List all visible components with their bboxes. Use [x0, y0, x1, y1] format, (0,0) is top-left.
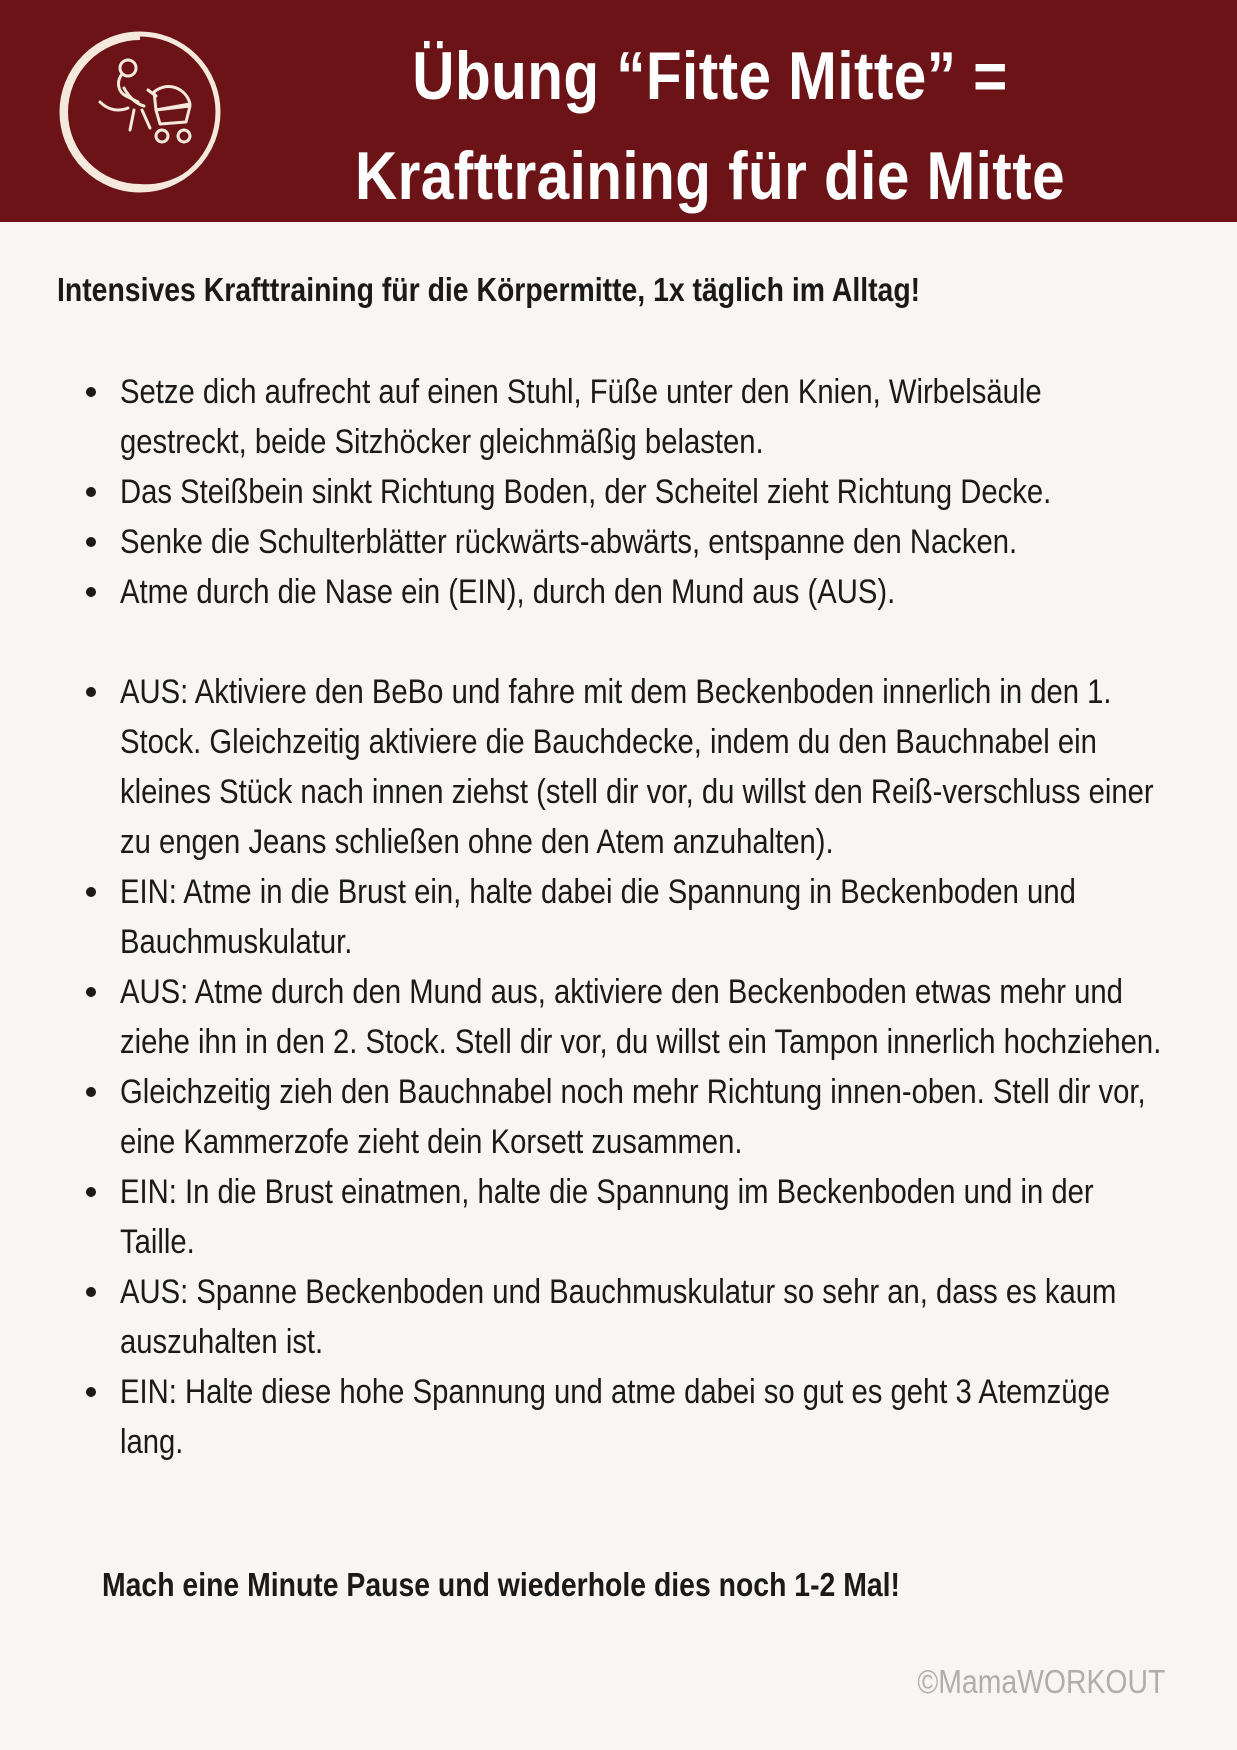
bullet-icon	[86, 587, 96, 597]
bullet-icon	[86, 1287, 96, 1297]
list-item: EIN: Halte diese hohe Spannung und atme dabei so gut es geht 3 Atemzüge lang.	[0, 1367, 1180, 1467]
mother-with-stroller-logo-icon	[58, 30, 222, 194]
intro-heading: Intensives Krafttraining für die Körpermitte, 1x täglich im Alltag!	[57, 271, 921, 308]
bullet-icon	[86, 987, 96, 997]
bullet-icon	[86, 487, 96, 497]
list-item: EIN: Atme in die Brust ein, halte dabei die Spannung in Beckenboden und Bauchmuskulatur.	[0, 867, 1180, 967]
bullet-icon	[86, 887, 96, 897]
bullet-icon	[86, 387, 96, 397]
list-item: AUS: Spanne Beckenboden und Bauchmuskulatur so sehr an, dass es kaum auszuhalten ist.	[0, 1267, 1180, 1367]
list-item: Setze dich aufrecht auf einen Stuhl, Füße unter den Knien, Wirbelsäule gestreckt, beide Sitzhöcker gleichmäßig belasten.	[0, 367, 1180, 467]
list-item: EIN: In die Brust einatmen, halte die Spannung im Beckenboden und in der Taille.	[0, 1167, 1180, 1267]
list-item: Senke die Schulterblätter rückwärts-abwärts, entspanne den Nacken.	[0, 517, 1180, 567]
list-item: AUS: Atme durch den Mund aus, aktiviere den Beckenboden etwas mehr und ziehe ihn in den 2. Stock. Stell dir vor, du willst ein Tampon innerlich hochziehen.	[0, 967, 1180, 1067]
bullet-icon	[86, 1187, 96, 1197]
bullet-icon	[86, 537, 96, 547]
setup-steps-list	[0, 367, 1237, 617]
exercise-steps-list	[0, 667, 1237, 1467]
bullet-icon	[86, 687, 96, 697]
list-item: Atme durch die Nase ein (EIN), durch den Mund aus (AUS).	[0, 567, 1180, 617]
bullet-icon	[86, 1087, 96, 1097]
list-item: Gleichzeitig zieh den Bauchnabel noch mehr Richtung innen-oben. Stell dir vor, eine Kammerzofe zieht dein Korsett zusammen.	[0, 1067, 1180, 1167]
page-title	[323, 26, 1097, 226]
bullet-icon	[86, 1387, 96, 1397]
copyright-notice: ©MamaWORKOUT	[917, 1663, 1165, 1700]
list-item: AUS: Aktiviere den BeBo und fahre mit dem Beckenboden innerlich in den 1. Stock. Gleichzeitig aktiviere die Bauchdecke, indem du den Bauchnabel ein kleines Stück nach innen ziehst (stell dir vor, du willst den Reiß-verschluss einer zu engen Jeans schließen ohne den Atem anzuhalten).	[0, 667, 1180, 867]
closing-instruction: Mach eine Minute Pause und wiederhole dies noch 1-2 Mal!	[102, 1566, 900, 1603]
header-banner	[0, 0, 1237, 222]
title-line-2: Krafttraining für die Mitte	[354, 138, 1066, 214]
list-item: Das Steißbein sinkt Richtung Boden, der Scheitel zieht Richtung Decke.	[0, 467, 1180, 517]
title-line-1: Übung “Fitte Mitte” =	[412, 38, 1008, 114]
